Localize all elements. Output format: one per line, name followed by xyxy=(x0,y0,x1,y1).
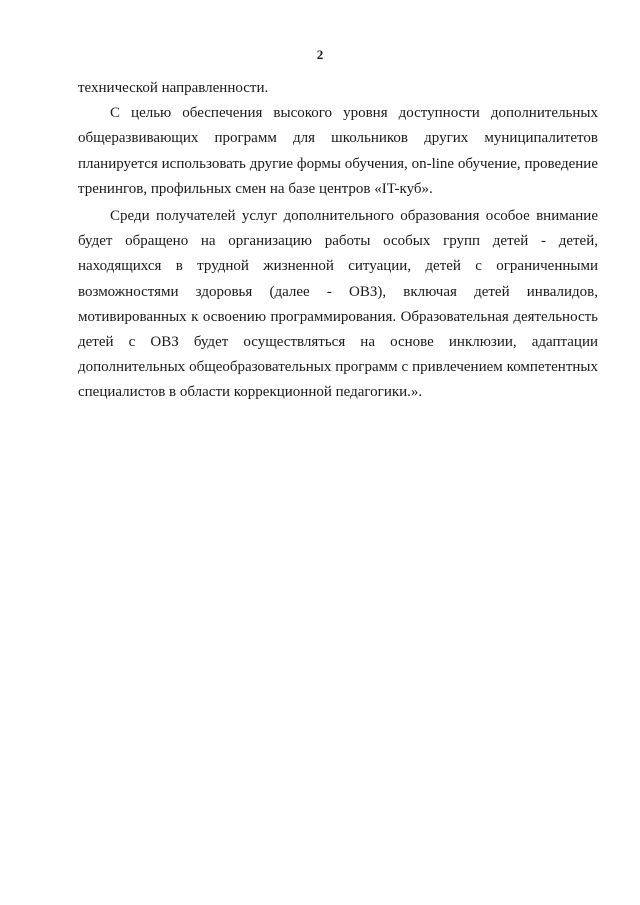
page-number: 2 xyxy=(316,47,324,62)
paragraph-special-groups: Среди получателей услуг дополнительного образования особое внимание будет обращено на организацию работы особых групп детей - детей, находящихся в трудной жизненной ситуации, детей с ограниченными возможностями здоровья (далее - ОВЗ), включая детей инвалидов, мотивированных к освоению программирования. Образовательная деятельность детей с ОВЗ будет осуществляться на основе инклюзии, адаптации дополнительных общеобразовательных программ с привлечением компетентных специалистов в области коррекционной педагогики.». xyxy=(78,208,598,401)
document-body xyxy=(78,76,598,406)
paragraph-continuation: технической направленности. xyxy=(78,80,269,96)
paragraph-accessibility: С целью обеспечения высокого уровня доступности дополнительных общеразвивающих программ для школьников других муниципалитетов планируется использовать другие формы обучения, on-line обучение, проведение тренингов, профильных смен на базе центров «IT-куб». xyxy=(78,105,598,197)
